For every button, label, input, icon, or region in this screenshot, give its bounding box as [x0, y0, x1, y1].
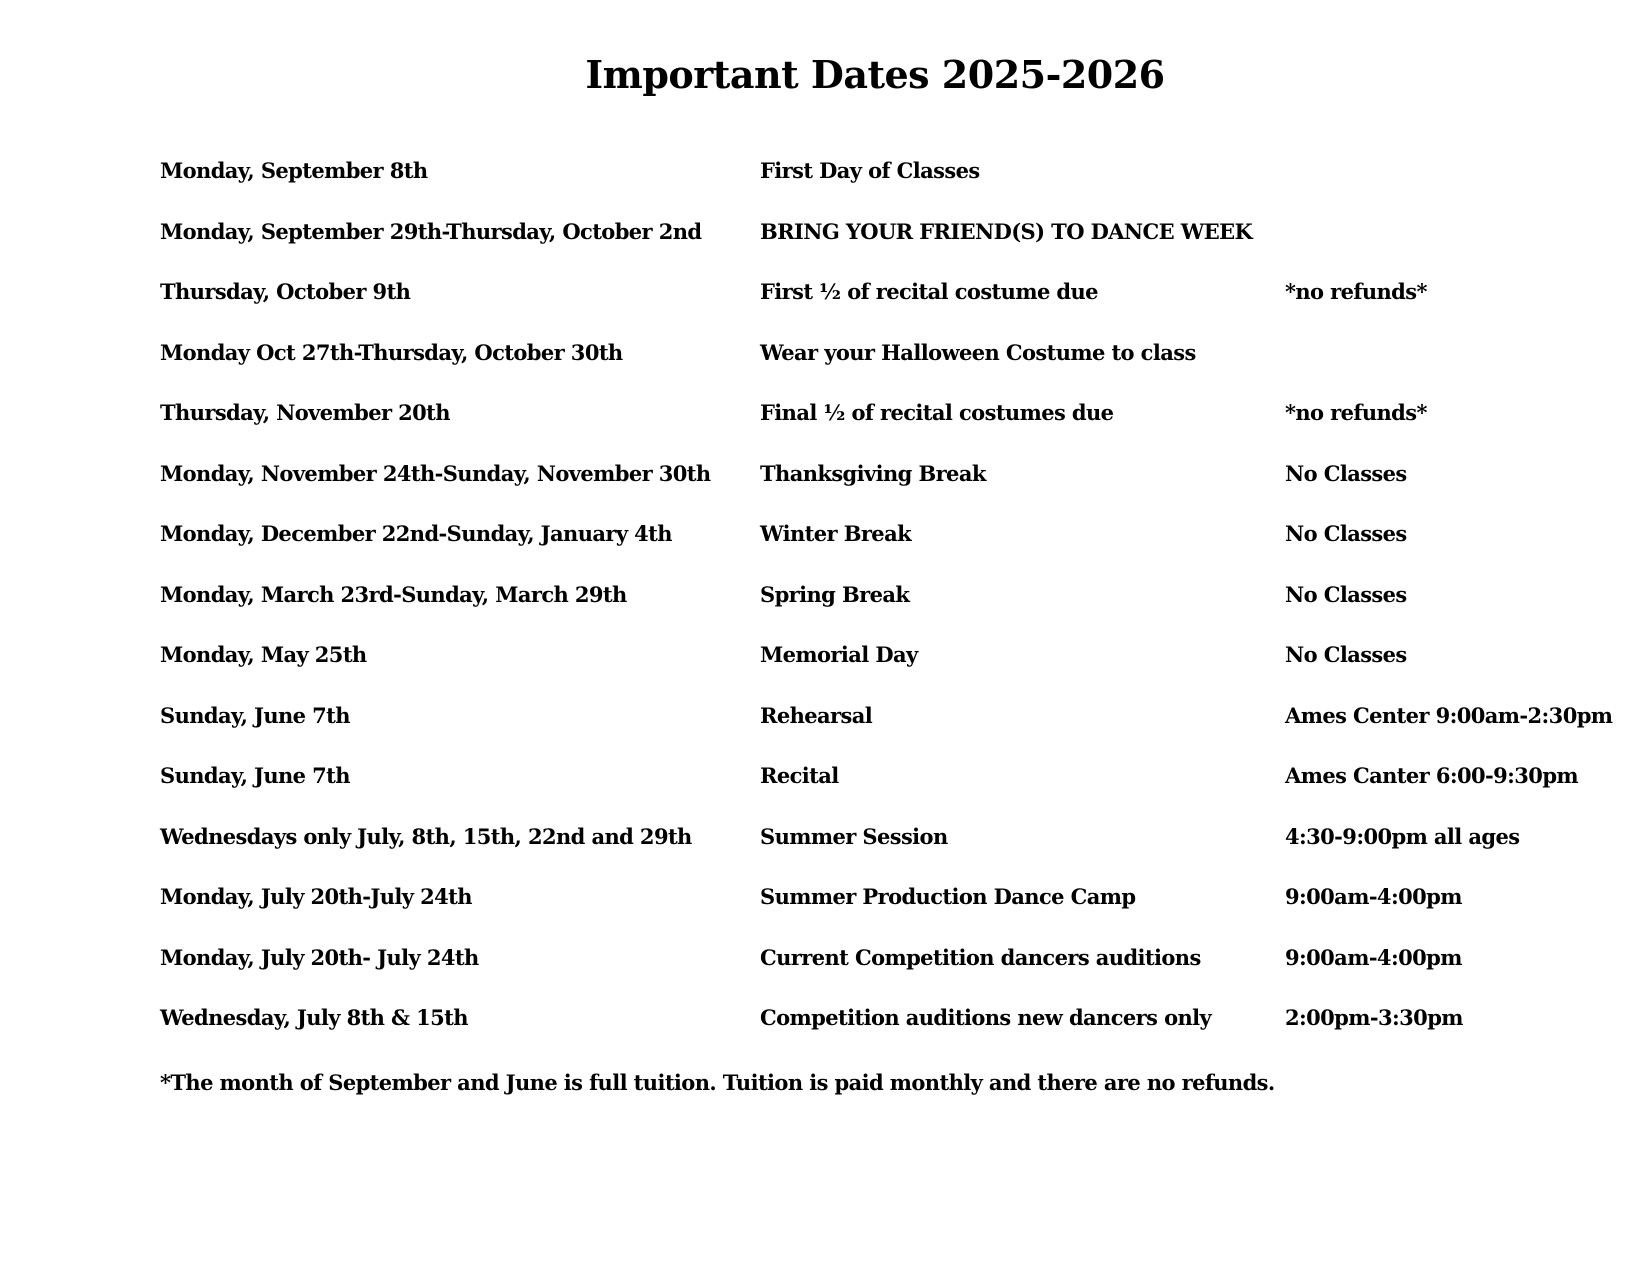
date-cell: Monday, December 22nd-Sunday, January 4th: [160, 521, 672, 546]
tuition-footnote: *The month of September and June is full tuition. Tuition is paid monthly and there are no refunds.: [160, 1070, 1275, 1095]
note-cell: Ames Canter 6:00-9:30pm: [1285, 763, 1579, 788]
date-cell: Monday, September 8th: [160, 158, 428, 183]
date-row: [160, 340, 1610, 401]
date-cell: Wednesdays only July, 8th, 15th, 22nd and 29th: [160, 823, 692, 849]
date-cell: Monday, May 25th: [160, 642, 367, 667]
event-cell: First Day of Classes: [760, 158, 980, 183]
note-cell: No Classes: [1285, 460, 1407, 486]
date-cell: Monday, March 23rd-Sunday, March 29th: [160, 581, 627, 607]
note-cell: No Classes: [1285, 642, 1407, 667]
date-cell: Thursday, November 20th: [160, 400, 450, 425]
note-cell: No Classes: [1285, 581, 1407, 607]
date-row: [160, 1005, 1610, 1066]
date-row: [160, 763, 1610, 824]
date-row: [160, 521, 1610, 582]
note-cell: 9:00am-4:00pm: [1285, 884, 1462, 909]
date-row: [160, 400, 1610, 461]
event-cell: Winter Break: [760, 521, 912, 546]
event-cell: Summer Production Dance Camp: [760, 884, 1136, 909]
event-cell: Rehearsal: [760, 702, 873, 728]
event-cell: First ½ of recital costume due: [760, 279, 1098, 304]
date-row: [160, 461, 1610, 522]
date-cell: Wednesday, July 8th & 15th: [160, 1005, 468, 1030]
event-cell: Current Competition dancers auditions: [760, 944, 1201, 970]
event-cell: Summer Session: [760, 823, 948, 849]
event-cell: Thanksgiving Break: [760, 460, 986, 486]
date-row: [160, 279, 1610, 340]
date-row: [160, 824, 1610, 885]
note-cell: 2:00pm-3:30pm: [1285, 1005, 1463, 1030]
title-text: Important Dates 2025-2026: [585, 52, 1165, 97]
event-cell: Recital: [760, 763, 839, 788]
event-cell: BRING YOUR FRIEND(S) TO DANCE WEEK: [760, 218, 1253, 244]
note-cell: 9:00am-4:00pm: [1285, 944, 1462, 970]
note-cell: Ames Center 9:00am-2:30pm: [1285, 702, 1613, 728]
date-cell: Sunday, June 7th: [160, 763, 350, 788]
event-cell: Memorial Day: [760, 642, 918, 667]
event-cell: Spring Break: [760, 581, 910, 607]
date-row: [160, 582, 1610, 643]
note-cell: 4:30-9:00pm all ages: [1285, 823, 1520, 849]
date-cell: Monday Oct 27th-Thursday, October 30th: [160, 339, 623, 365]
note-cell: No Classes: [1285, 521, 1407, 546]
page-title: [0, 52, 1650, 97]
date-row: [160, 702, 1613, 764]
note-cell: *no refunds*: [1285, 400, 1427, 425]
event-cell: Wear your Halloween Costume to class: [760, 339, 1196, 365]
date-row: [160, 884, 1610, 945]
date-cell: Monday, September 29th-Thursday, October 2nd: [160, 218, 702, 244]
date-cell: Monday, July 20th- July 24th: [160, 944, 479, 970]
event-cell: Final ½ of recital costumes due: [760, 400, 1114, 425]
note-cell: *no refunds*: [1285, 279, 1427, 304]
dates-table: [160, 158, 1613, 1066]
date-cell: Monday, July 20th-July 24th: [160, 884, 472, 909]
date-cell: Sunday, June 7th: [160, 702, 350, 728]
event-cell: Competition auditions new dancers only: [760, 1005, 1212, 1030]
date-cell: Thursday, October 9th: [160, 279, 411, 304]
date-cell: Monday, November 24th-Sunday, November 30th: [160, 460, 711, 486]
date-row: [160, 945, 1610, 1006]
date-row: [160, 219, 1610, 280]
date-row: [160, 158, 1610, 219]
date-row: [160, 642, 1610, 703]
